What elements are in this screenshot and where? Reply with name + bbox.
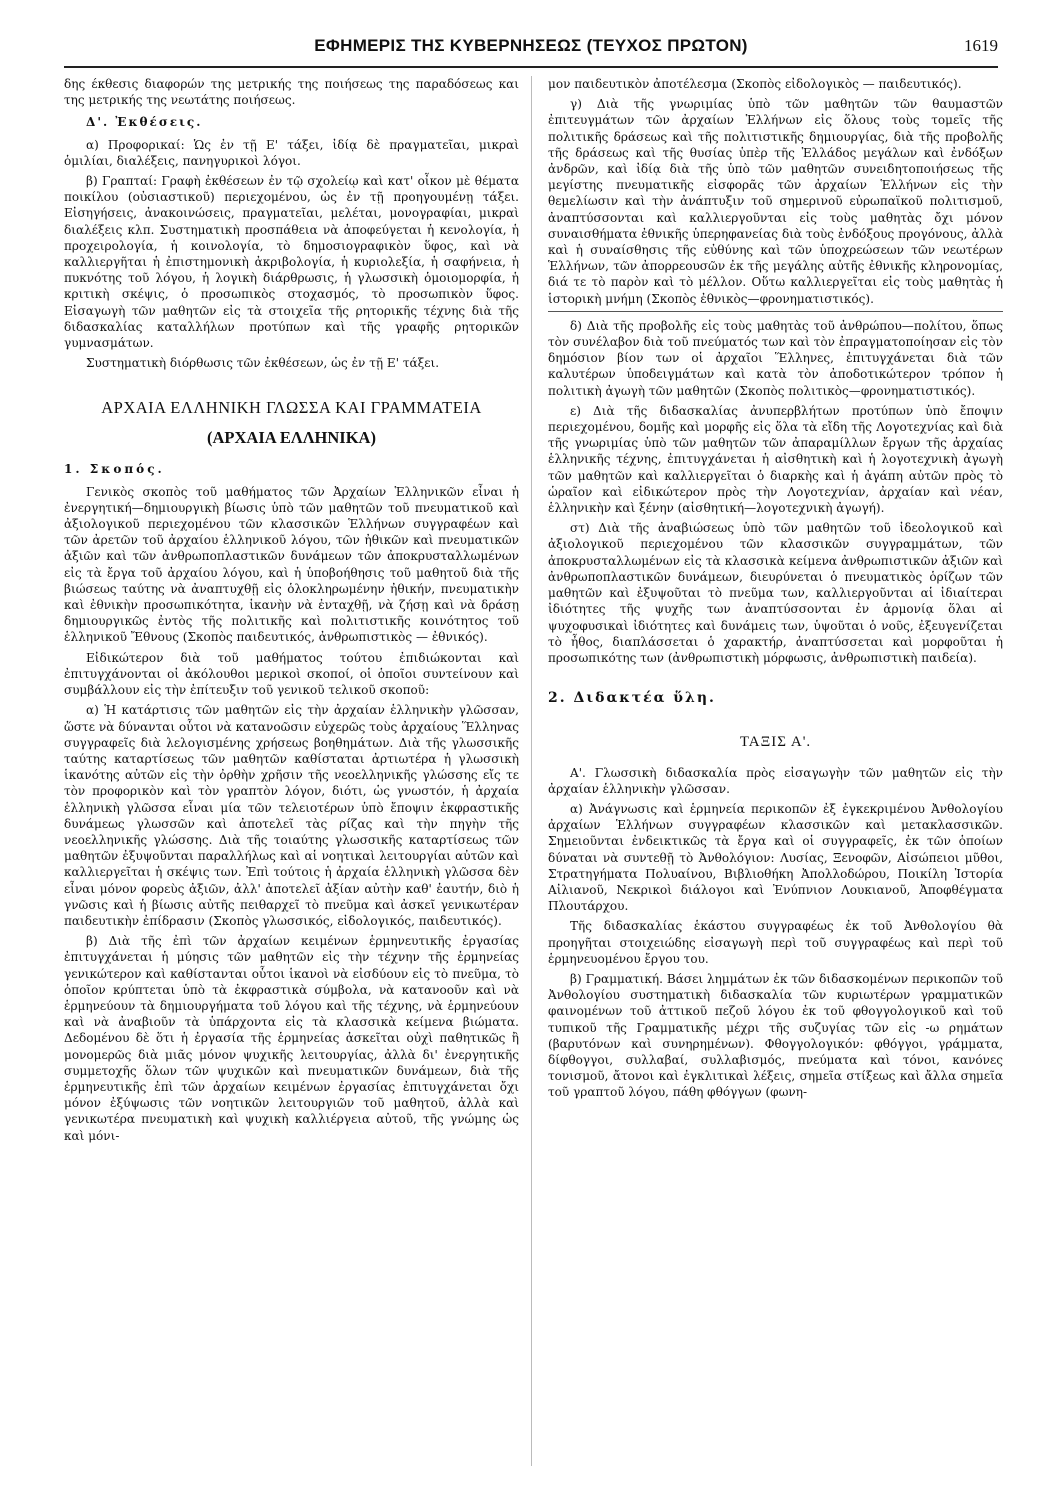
paragraph-written: β) Γραπταί: Γραφὴ ἐκθέσεων ἐν τῷ σχολείῳ καὶ κατ' οἶκον μὲ θέματα ποικίλου (οὐσιαστικοῦ) περιεχομένου, ὡς ἐν τῇ προηγουμένῃ τάξει. Εἰσηγήσεις, ἀνακοινώσεις, πραγματεῖαι, μελέται, μονογραφίαι, μικραὶ διαλέξεις κλπ. Συστηματικὴ προσπάθεια νὰ ἀποφεύγεται ἡ κενολογία, ἡ προχειρολογία, ἡ κοινολογία, τὸ δημοσιογραφικὸν ὕφος, καὶ νὰ καλλιεργῆται ἡ ἐπιστημονικὴ ἀκριβολογία, ἡ κυριολεξία, ἡ σαφήνεια, ἡ πυκνότης τοῦ λόγου, ἡ λογικὴ διάρθρωσις, ἡ γλωσσικὴ ὁμοιομορφία, ἡ κριτικὴ σκέψις, ὁ προσωπικὸς στοχασμός, τὸ προσωπικὸν ὕφος. Εἰσαγωγὴ τῶν μαθητῶν εἰς τὰ στοιχεῖα τῆς ρητορικῆς τέχνης διὰ τῆς διδασκαλίας καταλλήλων προτύπων καὶ τῆς γραφῆς ρητορικῶν γυμνασμάτων. bbox=[64, 174, 519, 351]
right-column bbox=[548, 76, 1003, 1105]
left-column bbox=[64, 76, 519, 1148]
page-header bbox=[64, 34, 998, 64]
paragraph-oral: α) Προφορικαί: Ὡς ἐν τῇ Ε' τάξει, ἰδίᾳ δὲ πραγματεῖαι, μικραὶ ὁμιλίαι, διαλέξεις, πανηγυρικοὶ λόγοι. bbox=[64, 137, 519, 168]
column-divider bbox=[531, 76, 532, 1466]
paragraph-aim-b: β) Διὰ τῆς ἐπὶ τῶν ἀρχαίων κειμένων ἑρμηνευτικῆς ἐργασίας ἐπιτυγχάνεται ἡ μύησις τῶν μαθητῶν εἰς τὴν τέχνην τῆς ἑρμηνείας γενικώτερον καὶ καθίστανται οὗτοι ἱκανοὶ νὰ εἰσδύουν εἰς τὸ πνεῦμα, τὸ ὁποῖον κρύπτεται ὑπὸ τὰ ἐκφραστικὰ σύμβολα, νὰ κατανοοῦν καὶ νὰ ἑρμηνεύουν τὰ δημιουργήματα τοῦ λόγου καὶ τῆς τέχνης, νὰ ἑρμηνεύουν καὶ νὰ ἀναβιοῦν τὰ ὑπάρχοντα εἰς τὰ κλασσικὰ κείμενα βιώματα. Δεδομένου δὲ ὅτι ἡ ἐργασία τῆς ἑρμηνείας ἀσκεῖται οὐχὶ παθητικῶς ἢ μονομερῶς διὰ μιᾶς μόνον ψυχικῆς λειτουργίας, ἀλλὰ δι' ἐνεργητικῆς συμμετοχῆς ὅλων τῶν ψυχικῶν καὶ πνευματικῶν δυνάμεων, διὰ τῆς ἑρμηνευτικῆς ἐπὶ τῶν ἀρχαίων κειμένων ἐργασίας ἐπιτυγχάνεται ὄχι μόνον ἐξύψωσις τῶν νοητικῶν λειτουργιῶν τοῦ μαθητοῦ, ἀλλὰ καὶ γενικωτέρα πνευματικὴ καὶ ψυχικὴ καλλιέργεια αὐτοῦ, τῆς γνώμης ὡς καὶ μόνι- bbox=[64, 934, 519, 1143]
divider-rule bbox=[548, 311, 1003, 312]
header-title: ΕΦΗΜΕΡΙΣ ΤΗΣ ΚΥΒΕΡΝΗΣΕΩΣ (ΤΕΥΧΟΣ ΠΡΩΤΟΝ) bbox=[314, 36, 748, 55]
subsection-heading-skopos: 1. Σκοπός. bbox=[64, 462, 165, 477]
paragraph-correction: Συστηματικὴ διόρθωσις τῶν ἐκθέσεων, ὡς ἐν τῇ Ε' τάξει. bbox=[86, 356, 440, 371]
paragraph-intro: δης έκθεσις διαφορών της μετρικής της ποιήσεως της παραδόσεως και της μετρικής της νεωτάτης ποιήσεως. bbox=[64, 77, 519, 108]
paragraph-continued: μον παιδευτικὸν ἀποτέλεσμα (Σκοπὸς εἰδολογικὸς — παιδευτικός). bbox=[548, 77, 962, 91]
section-title: ΑΡΧΑΙΑ ΕΛΛΗΝΙΚΗ ΓΛΩΣΣΑ ΚΑΙ ΓΡΑΜΜΑΤΕΙΑ bbox=[101, 398, 482, 418]
paragraph-grammar: β) Γραμματική. Βάσει λημμάτων ἐκ τῶν διδασκομένων περικοπῶν τοῦ Ἀνθολογίου συστηματικὴ διδασκαλία τῶν κυριωτέρων γραμματικῶν φαινομένων τοῦ ἀττικοῦ πεζοῦ λόγου ἐκ τοῦ φθογγολογικοῦ καὶ τοῦ τυπικοῦ τῆς Γραμματικῆς μέχρι τῆς συζυγίας τῶν εἰς -ω ρημάτων (βαρυτόνων καὶ συνηρημένων). Φθογγολογικόν: φθόγγοι, γράμματα, δίφθογγοι, συλλαβαί, συλλαβισμός, πνεύματα καὶ τόνοι, κανόνες τονισμοῦ, ἄτονοι καὶ ἐγκλιτικαὶ λέξεις, σημεῖα στίξεως καὶ ἄλλα σημεῖα τοῦ γραπτοῦ λόγου, πάθη φθόγγων (φωνη- bbox=[548, 971, 1003, 1100]
paragraph-specific-aims: Εἰδικώτερον διὰ τοῦ μαθήματος τούτου ἐπιδιώκονται καὶ ἐπιτυγχάνονται οἱ ἀκόλουθοι μερικοὶ σκοποί, οἱ ὁποῖοι συντείνουν καὶ συμβάλλουν εἰς τὴν ἐπίτευξιν τοῦ γενικοῦ τελικοῦ σκοποῦ: bbox=[64, 650, 519, 698]
paragraph-language-teaching: Α'. Γλωσσικὴ διδασκαλία πρὸς εἰσαγωγὴν τῶν μαθητῶν εἰς τὴν ἀρχαίαν ἑλληνικὴν γλῶσσαν. bbox=[548, 765, 1003, 796]
paragraph-aim-c: γ) Διὰ τῆς γνωριμίας ὑπὸ τῶν μαθητῶν τῶν θαυμαστῶν ἐπιτευγμάτων τῶν ἀρχαίων Ἑλλήνων εἰς ὅλους τοὺς τομεῖς τῆς πολιτικῆς δράσεως καὶ τῆς πολιτιστικῆς δημιουργίας, διὰ τῆς προβολῆς τῆς δράσεως καὶ τῆς θυσίας ὑπὲρ τῆς Ἑλλάδος μεγάλων καὶ ἐνδόξων ἀνδρῶν, καὶ ἰδίᾳ διὰ τῆς ὑπὸ τῶν μαθητῶν συνειδητοποιήσεως τῆς μεγίστης πνευματικῆς εἰσφορᾶς τῶν ἀρχαίων Ἑλλήνων εἰς τὴν θεμελίωσιν καὶ τὴν ἀνάπτυξιν τοῦ σημερινοῦ εὐρωπαϊκοῦ πολιτισμοῦ, ἀναπτύσσονται καὶ καλλιεργοῦνται εἰς τοὺς μαθητὰς ὄχι μόνον συναισθήματα ἐθνικῆς ὑπερηφανείας διὰ τοὺς ἐνδόξους προγόνους, ἀλλὰ καὶ ἡ συναίσθησις τῆς εὐθύνης καὶ τῶν ὑποχρεώσεων τῶν νεωτέρων Ἑλλήνων, τῶν ἀπορρεουσῶν ἐκ τῆς μεγάλης αὐτῆς ἐθνικῆς κληρονομίας, διά τε τὸ παρὸν καὶ τὸ μέλλον. Οὕτω καλλιεργεῖται εἰς τοὺς μαθητὰς ἡ ἱστορικὴ μνήμη (Σκοπὸς ἐθνικὸς—φρονηματιστικός). bbox=[548, 97, 1003, 306]
section-heading-ektheseis: Δ'. Ἐκθέσεις. bbox=[86, 115, 203, 130]
subsection-heading-didaktea: 2. Διδακτέα ὕλη. bbox=[548, 690, 716, 707]
paragraph-aim-st: στ) Διὰ τῆς ἀναβιώσεως ὑπὸ τῶν μαθητῶν τοῦ ἰδεολογικοῦ καὶ ἀξιολογικοῦ περιεχομένου τῶν κλασσικῶν συγγραμμάτων, τῶν ἀποκρυσταλλωμένων εἰς τὰ κλασσικὰ κείμενα ἀνθρωπιστικῶν ἀξιῶν καὶ ἀνθρωποπλαστικῶν δυνάμεων, διευρύνεται ὁ πνευματικὸς ὁρίζων τῶν μαθητῶν καὶ ἐξυψοῦται τὸ πνεῦμα των, καλλιεργοῦνται αἱ ἰδιαίτεραι ἰδιότητες τῆς ψυχῆς των ἀναπτύσσονται ἐν ἁρμονίᾳ ὅλαι αἱ ψυχοφυσικαὶ ἰδιότητες καὶ δυνάμεις των, ὑψοῦται ὁ νοῦς, ἐξευγενίζεται τὸ ἦθος, διαπλάσσεται ὁ χαρακτήρ, ἀναπτύσσεται καὶ μορφοῦται ἡ προσωπικότης των (ἀνθρωπιστικὴ μόρφωσις, ἀνθρωπιστικὴ παιδεία). bbox=[548, 521, 1003, 665]
header-rule bbox=[64, 66, 998, 68]
page-number: 1619 bbox=[964, 36, 998, 55]
paragraph-aim-e: ε) Διὰ τῆς διδασκαλίας ἀνυπερβλήτων προτύπων ὑπὸ ἔποψιν περιεχομένου, δομῆς καὶ μορφῆς εἰς ὅλα τὰ εἴδη τῆς Λογοτεχνίας καὶ διὰ τῆς γνωριμίας ὑπὸ τῶν μαθητῶν τῶν ἀπαραμίλλων ἔργων τῆς ἀρχαίας ἑλληνικῆς τέχνης, ἐπιτυγχάνεται ἡ αἰσθητικὴ καὶ ἡ λογοτεχνικὴ ἀγωγὴ τῶν μαθητῶν καὶ καλλιεργεῖται ὁ διαρκὴς καὶ ἡ ἀγάπη αὐτῶν πρὸς τὸ ὡραῖον καὶ εἰδικώτερον πρὸς τὴν Λογοτεχνίαν, ἀρχαίαν καὶ νέαν, ἑλληνικὴν καὶ ξένην (αἰσθητική—λογοτεχνικὴ ἀγωγή). bbox=[548, 403, 1003, 516]
paragraph-reading: α) Ἀνάγνωσις καὶ ἑρμηνεία περικοπῶν ἐξ ἐγκεκριμένου Ἀνθολογίου ἀρχαίων Ἑλλήνων συγγραφέων κλασσικῶν καὶ μετακλασσικῶν. Σημειοῦνται ἐνδεικτικῶς τὰ ἔργα καὶ οἱ συγγραφεῖς, ἐκ τῶν ὁποίων δύναται νὰ συντεθῇ τὸ Ἀνθολόγιον: Λυσίας, Ξενοφῶν, Αἰσώπειοι μῦθοι, Στρατηγήματα Πολυαίνου, Βιβλιοθήκη Ἀπολλοδώρου, Ποικίλη Ἱστορία Αἰλιανοῦ, Νεκρικοὶ διάλογοι καὶ Ἐνύπνιον Λουκιανοῦ, Ἀποφθέγματα Πλουτάρχου. bbox=[548, 801, 1003, 914]
section-subtitle: (ΑΡΧΑΙΑ ΕΛΛΗΝΙΚΑ) bbox=[207, 428, 376, 448]
paragraph-author-intro: Τῆς διδασκαλίας ἑκάστου συγγραφέως ἐκ τοῦ Ἀνθολογίου θὰ προηγῆται στοιχειώδης εἰσαγωγὴ περὶ τοῦ συγγραφέως καὶ περὶ τοῦ ἑρμηνευομένου ἔργου του. bbox=[548, 919, 1003, 966]
paragraph-general-aim: Γενικὸς σκοπὸς τοῦ μαθήματος τῶν Ἀρχαίων Ἑλληνικῶν εἶναι ἡ ἐνεργητική—δημιουργικὴ βίωσις ὑπὸ τῶν μαθητῶν τοῦ πνευματικοῦ καὶ ἀξιολογικοῦ περιεχομένου τῶν κλασσικῶν Ἑλλήνων συγγραφέων καὶ τῶν ἀρετῶν τοῦ ἀρχαίου ἑλληνικοῦ λόγου, τῶν ἠθικῶν καὶ πνευματικῶν ἀξιῶν καὶ τῶν ἀνθρωποπλαστικῶν δυνάμεων τῶν ἀποκρυσταλλωμένων εἰς τὰ ἔργα τοῦ ἀρχαίου λόγου, καὶ ἡ ὑποβοήθησις τοῦ μαθητοῦ διὰ τῆς βιώσεως ταύτης νὰ ἀναπτυχθῇ εἰς ὁλοκληρωμένην ἠθικήν, πνευματικὴν καὶ ἐθνικὴν προσωπικότητα, ἱκανὴν νὰ ἐνταχθῇ, νὰ ζήσῃ καὶ νὰ δράσῃ δημιουργικῶς ἐντὸς τῆς πολιτικῆς καὶ πολιτιστικῆς κοινότητος τοῦ ἑλληνικοῦ Ἔθνους (Σκοπὸς παιδευτικός, ἀνθρωπιστικὸς — ἐθνικός). bbox=[64, 484, 519, 645]
paragraph-aim-d: δ) Διὰ τῆς προβολῆς εἰς τοὺς μαθητὰς τοῦ ἀνθρώπου—πολίτου, ὅπως τὸν συνέλαβον διὰ τοῦ πνεύματός των καὶ τὸν ἐπραγματοποίησαν εἰς τὸν δημόσιον βίον των οἱ ἀρχαῖοι Ἕλληνες, ἐπιτυγχάνεται διὰ τῶν καλυτέρων ὑποδειγμάτων καὶ κατὰ τὸν ἀποδοτικώτερον τρόπον ἡ πολιτικὴ ἀγωγὴ τῶν μαθητῶν (Σκοπὸς πολιτικὸς—φρονηματιστικός). bbox=[548, 318, 1003, 398]
class-heading: ΤΑΞΙΣ Α'. bbox=[739, 734, 812, 751]
paragraph-aim-a: α) Ἡ κατάρτισις τῶν μαθητῶν εἰς τὴν ἀρχαίαν ἑλληνικὴν γλῶσσαν, ὥστε νὰ δύνανται οὗτοι νὰ κατανοῶσιν εὐχερῶς τοὺς ἀρχαίους Ἕλληνας συγγραφεῖς διὰ λελογισμένης χρήσεως βοηθημάτων. Διὰ τῆς γλωσσικῆς ταύτης καταρτίσεως τῶν μαθητῶν καθίσταται ἀρτιωτέρα ἡ γλωσσικὴ ἱκανότης αὐτῶν εἰς τὴν ὀρθὴν χρῆσιν τῆς νεοελληνικῆς γλώσσης εἴς τε τὸν προφορικὸν καὶ τὸν γραπτὸν λόγον, διότι, ὡς γνωστόν, ἡ ἀρχαία ἑλληνικὴ γλῶσσα εἶναι μία τῶν τελειοτέρων ὑπὸ ἔποψιν ἐκφραστικῆς δυνάμεως γλωσσῶν καὶ ἀποτελεῖ τὰς ρίζας καὶ τὴν πηγὴν τῆς νεοελληνικῆς γλώσσης. Διὰ τῆς τοιαύτης γλωσσικῆς καταρτίσεως τῶν μαθητῶν ἐξυψοῦνται παραλλήλως καὶ αἱ νοητικαὶ λειτουργίαι αὐτῶν καὶ καλλιεργεῖται ἡ σκέψις των. Ἐπὶ τούτοις ἡ ἀρχαία ἑλληνικὴ γλῶσσα δὲν εἶναι μόνον φορεὺς ἀξιῶν, ἀλλ' ἀποτελεῖ ἀξίαν αὐτὴν καθ' ἑαυτήν, διὸ ἡ γνῶσις καὶ ἡ βίωσις αὐτῆς πειθαρχεῖ τὸ πνεῦμα καὶ ἀσκεῖ γενικωτέραν παιδευτικὴν ἐπίδρασιν (Σκοπὸς γλωσσικός, εἰδολογικός, παιδευτικός). bbox=[64, 703, 519, 928]
